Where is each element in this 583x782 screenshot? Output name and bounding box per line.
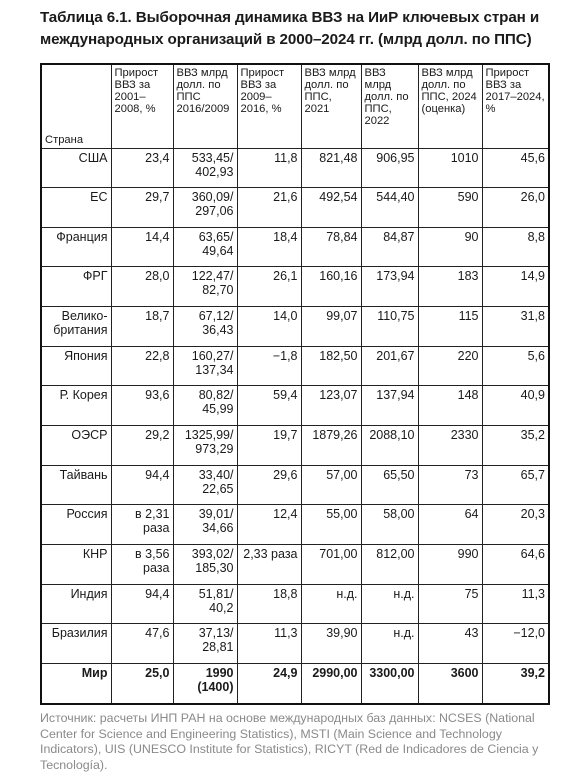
value-cell: 21,6 xyxy=(237,188,301,228)
header-cell: ВВЗ млрд долл. по ППС, 2022 xyxy=(361,64,418,148)
value-cell: 160,16 xyxy=(301,267,361,307)
value-cell: 78,84 xyxy=(301,227,361,267)
header-cell: ВВЗ млрд долл. по ППС, 2024 (оценка) xyxy=(418,64,482,148)
country-cell: Россия xyxy=(41,505,111,545)
value-cell: 25,0 xyxy=(111,664,173,704)
table-row xyxy=(41,505,549,545)
value-cell: 393,02/ 185,30 xyxy=(173,545,237,585)
value-cell: 28,0 xyxy=(111,267,173,307)
country-cell: Бразилия xyxy=(41,624,111,664)
header-row xyxy=(41,64,549,148)
value-cell: 1879,26 xyxy=(301,426,361,466)
value-cell: 14,4 xyxy=(111,227,173,267)
table-row xyxy=(41,346,549,386)
value-cell: 544,40 xyxy=(361,188,418,228)
value-cell: 26,1 xyxy=(237,267,301,307)
value-cell: 39,01/ 34,66 xyxy=(173,505,237,545)
value-cell: 14,9 xyxy=(482,267,549,307)
value-cell: 90 xyxy=(418,227,482,267)
value-cell: в 3,56 раза xyxy=(111,545,173,585)
value-cell: 29,2 xyxy=(111,426,173,466)
country-cell: Р. Корея xyxy=(41,386,111,426)
value-cell: 533,45/ 402,93 xyxy=(173,148,237,188)
header-cell: ВВЗ млрд долл. по ППС, 2021 xyxy=(301,64,361,148)
table-row xyxy=(41,267,549,307)
table-title: Таблица 6.1. Выборочная динамика ВВЗ на ИиР ключевых стран и международных организаций в 2000–2024 гг. (млрд долл. по ППС) xyxy=(40,9,540,48)
value-cell: 65,7 xyxy=(482,465,549,505)
value-cell: 18,8 xyxy=(237,584,301,624)
value-cell: 360,09/ 297,06 xyxy=(173,188,237,228)
value-cell: 33,40/ 22,65 xyxy=(173,465,237,505)
value-cell: 590 xyxy=(418,188,482,228)
value-cell: 3300,00 xyxy=(361,664,418,704)
header-cell: Прирост ВВЗ за 2009–2016, % xyxy=(237,64,301,148)
value-cell: 1010 xyxy=(418,148,482,188)
value-cell: 35,2 xyxy=(482,426,549,466)
value-cell: 2,33 раза xyxy=(237,545,301,585)
value-cell: 58,00 xyxy=(361,505,418,545)
value-cell: 51,81/ 40,2 xyxy=(173,584,237,624)
value-cell: н.д. xyxy=(361,584,418,624)
value-cell: 93,6 xyxy=(111,386,173,426)
value-cell: 812,00 xyxy=(361,545,418,585)
value-cell: 14,0 xyxy=(237,307,301,347)
value-cell: 160,27/ 137,34 xyxy=(173,346,237,386)
table-row xyxy=(41,664,549,704)
value-cell: 94,4 xyxy=(111,584,173,624)
value-cell: 80,82/ 45,99 xyxy=(173,386,237,426)
value-cell: 39,90 xyxy=(301,624,361,664)
value-cell: 137,94 xyxy=(361,386,418,426)
value-cell: 122,47/ 82,70 xyxy=(173,267,237,307)
country-cell: ФРГ xyxy=(41,267,111,307)
value-cell: 84,87 xyxy=(361,227,418,267)
value-cell: 990 xyxy=(418,545,482,585)
value-cell: 24,9 xyxy=(237,664,301,704)
table-row xyxy=(41,426,549,466)
value-cell: 29,7 xyxy=(111,188,173,228)
country-cell: Мир xyxy=(41,664,111,704)
value-cell: 63,65/ 49,64 xyxy=(173,227,237,267)
table-row xyxy=(41,545,549,585)
table-row xyxy=(41,624,549,664)
value-cell: 123,07 xyxy=(301,386,361,426)
value-cell: 821,48 xyxy=(301,148,361,188)
value-cell: 31,8 xyxy=(482,307,549,347)
value-cell: 173,94 xyxy=(361,267,418,307)
value-cell: 1325,99/ 973,29 xyxy=(173,426,237,466)
value-cell: 12,4 xyxy=(237,505,301,545)
value-cell: 40,9 xyxy=(482,386,549,426)
header-cell: ВВЗ млрд долл. по ППС 2016/2009 xyxy=(173,64,237,148)
value-cell: 75 xyxy=(418,584,482,624)
country-cell: Индия xyxy=(41,584,111,624)
value-cell: 43 xyxy=(418,624,482,664)
value-cell: 220 xyxy=(418,346,482,386)
value-cell: 906,95 xyxy=(361,148,418,188)
table-row xyxy=(41,227,549,267)
value-cell: 701,00 xyxy=(301,545,361,585)
value-cell: 73 xyxy=(418,465,482,505)
value-cell: 19,7 xyxy=(237,426,301,466)
table-row xyxy=(41,148,549,188)
country-cell: КНР xyxy=(41,545,111,585)
source-note: Источник: расчеты ИНП РАН на основе международных баз данных: NCSES (National Center for Science and Engineering Statistics), MSTI (Main Science and Technology Indicators), UIS (UNESCO Institute for Statistics), RICYT (Red de Indicadores de Ciencia y Tecnología). xyxy=(40,711,539,772)
value-cell: н.д. xyxy=(301,584,361,624)
country-cell: Франция xyxy=(41,227,111,267)
value-cell: 492,54 xyxy=(301,188,361,228)
value-cell: 2088,10 xyxy=(361,426,418,466)
value-cell: 29,6 xyxy=(237,465,301,505)
value-cell: 2990,00 xyxy=(301,664,361,704)
table-row xyxy=(41,188,549,228)
country-cell: Велико- британия xyxy=(41,307,111,347)
value-cell: 201,67 xyxy=(361,346,418,386)
country-cell: ЕС xyxy=(41,188,111,228)
value-cell: 3600 xyxy=(418,664,482,704)
value-cell: 64,6 xyxy=(482,545,549,585)
value-cell: 11,3 xyxy=(482,584,549,624)
value-cell: −1,8 xyxy=(237,346,301,386)
value-cell: 8,8 xyxy=(482,227,549,267)
country-cell: Япония xyxy=(41,346,111,386)
value-cell: 20,3 xyxy=(482,505,549,545)
value-cell: 11,3 xyxy=(237,624,301,664)
value-cell: 23,4 xyxy=(111,148,173,188)
value-cell: 37,13/ 28,81 xyxy=(173,624,237,664)
value-cell: 115 xyxy=(418,307,482,347)
value-cell: 2330 xyxy=(418,426,482,466)
country-cell: ОЭСР xyxy=(41,426,111,466)
value-cell: 59,4 xyxy=(237,386,301,426)
value-cell: 18,7 xyxy=(111,307,173,347)
value-cell: 183 xyxy=(418,267,482,307)
value-cell: н.д. xyxy=(361,624,418,664)
table-row xyxy=(41,386,549,426)
value-cell: 65,50 xyxy=(361,465,418,505)
table-row xyxy=(41,465,549,505)
value-cell: 1990 (1400) xyxy=(173,664,237,704)
value-cell: 18,4 xyxy=(237,227,301,267)
header-cell: Прирост ВВЗ за 2001–2008, % xyxy=(111,64,173,148)
value-cell: 39,2 xyxy=(482,664,549,704)
value-cell: 11,8 xyxy=(237,148,301,188)
value-cell: 57,00 xyxy=(301,465,361,505)
table-row xyxy=(41,584,549,624)
country-cell: США xyxy=(41,148,111,188)
value-cell: 26,0 xyxy=(482,188,549,228)
value-cell: 94,4 xyxy=(111,465,173,505)
country-cell: Тайвань xyxy=(41,465,111,505)
header-cell: Страна xyxy=(41,64,111,148)
value-cell: в 2,31 раза xyxy=(111,505,173,545)
value-cell: 148 xyxy=(418,386,482,426)
value-cell: −12,0 xyxy=(482,624,549,664)
value-cell: 67,12/ 36,43 xyxy=(173,307,237,347)
value-cell: 47,6 xyxy=(111,624,173,664)
value-cell: 22,8 xyxy=(111,346,173,386)
data-table xyxy=(40,63,550,705)
value-cell: 45,6 xyxy=(482,148,549,188)
value-cell: 182,50 xyxy=(301,346,361,386)
header-cell: Прирост ВВЗ за 2017–2024, % xyxy=(482,64,549,148)
value-cell: 99,07 xyxy=(301,307,361,347)
table-row xyxy=(41,307,549,347)
value-cell: 5,6 xyxy=(482,346,549,386)
value-cell: 110,75 xyxy=(361,307,418,347)
value-cell: 64 xyxy=(418,505,482,545)
value-cell: 55,00 xyxy=(301,505,361,545)
